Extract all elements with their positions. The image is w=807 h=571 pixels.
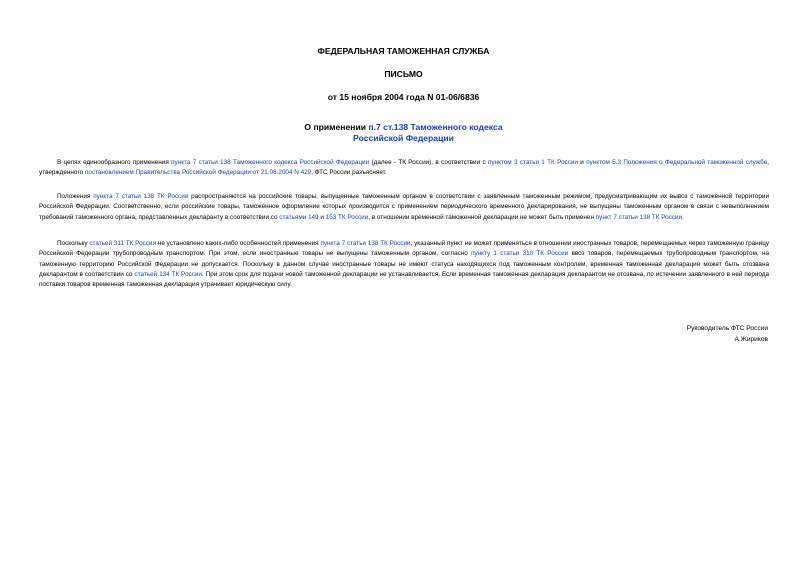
p1-text-5: , ФТС России разъясняет. [311, 169, 387, 177]
p2-link-4[interactable]: пункт 7 статьи 138 ТК России [595, 213, 683, 221]
signature-position: Руководитель ФТС России [686, 325, 768, 332]
p1-text-3: и [577, 159, 587, 166]
signature-block [687, 324, 768, 345]
p1-link-3[interactable]: пунктом 5.3 Положения о Федеральной таможенной службе [586, 159, 768, 166]
p3-text-5: . При этом срок для подачи новой таможенной декларации не устанавливается. Если временная таможенная декларация декларантом не отозвана, по истечении заявленного в ней периода поставки товаров временная таможенная декларация утрачивает юридическую силу. [39, 270, 770, 289]
p3-text-4: ввоз товаров, перемещаемых трубопроводным транспортом, на таможенную территорию Российской Федерации не допускается. Поскольку в данном случае иностранные товары не имеют статуса находящихся под таможенным контролем, временная таможенная декларация может быть отозвана декларантом в соответствии со [39, 250, 769, 278]
p3-link-4[interactable]: статьей 134 ТК России [134, 270, 202, 278]
document-subject [0, 122, 807, 144]
paragraph-1 [39, 158, 769, 179]
p3-text-3: , указанный пункт не может применяться в отношении иностранных товаров, перемещаемых через таможенную границу Российской Федерации трубопроводным транспортом. При этом, если иностранные товары не выпущены таможенным органом, согласно [39, 240, 770, 258]
p2-text-5: . [682, 213, 684, 221]
subject-link-line2[interactable]: Российской Федерации [353, 133, 454, 143]
signature-name: А.Жириков [734, 335, 768, 343]
document-type: ПИСЬМО [384, 69, 423, 79]
paragraph-2 [39, 192, 769, 223]
agency-title: ФЕДЕРАЛЬНАЯ ТАМОЖЕННАЯ СЛУЖБА [317, 46, 490, 56]
p2-text-2: распространяются на российские товары, выпущенные таможенным органом в соответствии с заявленным таможенным режимом, предусматривающим их вывоз с таможенной территории Российской Федерации. Соответственно, если российские товары, таможенное оформление которых производится с применением периодического временного декларирования, не выпущены таможенным органом в связи с невыполнением требований таможенного органа, представленных декларанту в соответствии со [39, 193, 769, 221]
document-date-number: от 15 ноября 2004 года N 01-06/6836 [327, 92, 480, 102]
p1-link-1[interactable]: пункта 7 статьи 138 Таможенного кодекса Российской Федерации [171, 159, 370, 166]
p1-text-4: , утвержденного [39, 159, 770, 177]
paragraph-3 [39, 239, 769, 290]
p1-text-1: В целях единообразного применения [57, 159, 172, 166]
p2-link-1[interactable]: пункта 7 статьи 138 ТК России [93, 193, 189, 200]
p3-link-2[interactable]: пункта 7 статьи 138 ТК России [320, 240, 411, 247]
p3-text-2: не установлено каких-либо особенностей применения [156, 240, 321, 247]
p2-text-3: и [318, 213, 326, 221]
p2-text-1: Положения [57, 193, 94, 200]
p1-text-2: (далее - ТК России), в соответствии с [369, 159, 488, 166]
p3-link-3[interactable]: пункту 1 статьи 310 ТК России [471, 250, 569, 258]
p1-link-2[interactable]: пунктом 3 статьи 1 ТК России [487, 159, 578, 166]
p3-text-1: Поскольку [57, 240, 90, 247]
p2-text-4: , в отношении временной таможенной декларации не может быть применен [368, 213, 596, 221]
p1-link-4[interactable]: постановлением Правительства Российской Федерации от 21.08.2004 N 429 [84, 169, 312, 177]
p3-link-1[interactable]: статьей 311 ТК России [89, 240, 157, 247]
p2-link-2[interactable]: статьями 149 [279, 213, 319, 221]
subject-link[interactable]: п.7 ст.138 Таможенного кодекса [368, 122, 503, 132]
p2-link-3[interactable]: 153 ТК России [325, 213, 369, 221]
subject-prefix: О применении [304, 122, 369, 132]
